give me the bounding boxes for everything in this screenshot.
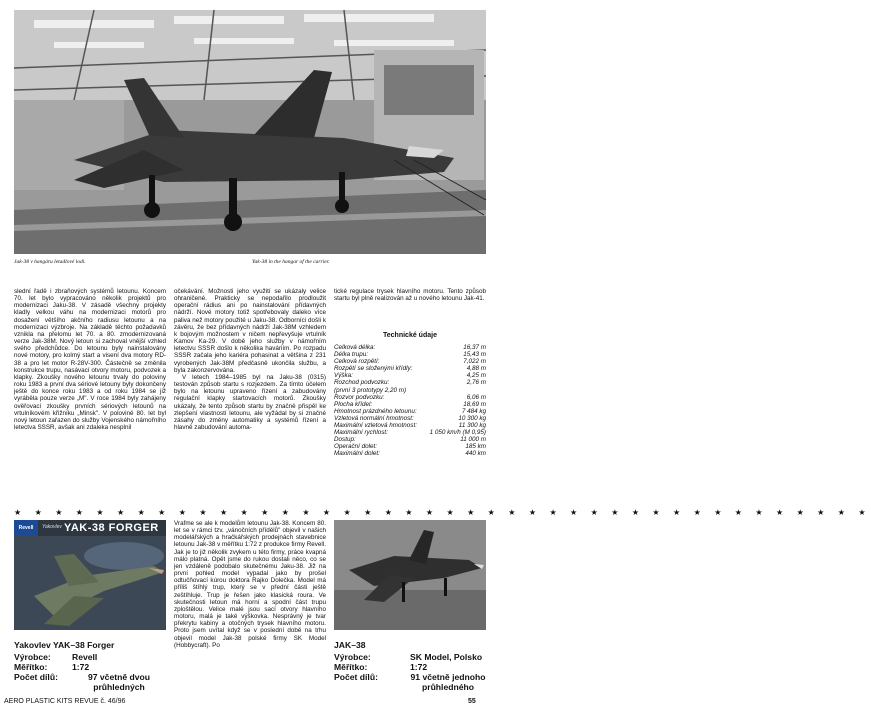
tech-spec-label: Hmotnost prázdného letounu: (334, 407, 417, 415)
kit-2-title: JAK–38 (334, 640, 366, 650)
kit-review-text: Vrafme se ale k modelům letounu Jak-38. Koncem 80. let se v rámci tzv. „vánočních přídělů" objevil v našich modelářských a hračkářských prodejnách stavebnice letounu Jak-38 v měřítku 1:72 z produkce firmy Revell. Jak je to již několik zvykem u této firmy, práce kvapná málo platná. Opět jsme do rukou dostali něco, co se jen vzdáleně podobalo skutečnému Jaku-38. Již na první pohled model vypadal jako by prošel odtučňovací kúrou doktora Rajko Dolečka. Model má příliš štíhlý trup, který se v přední části ještě zeštíhluje. Trup je řešen jako klasická roura. Ve skutečnosti letoun má horní a spodní část trupu zploštělou. Velice malé jsou sací otvory hlavního motoru, malá je také výškovka. Nesprávný je tvar překrytu kabiny a otočných trysek hlavního motoru. Proto jsem uvítal když se v poslední době na trhu objevil model Jak-38 polské firmy SK Model (Hobbycraft). Po (174, 520, 326, 649)
tech-spec-label: Plocha křídel: (334, 400, 373, 408)
tech-spec-row (334, 379, 486, 386)
tech-spec-value: 16,37 m (463, 344, 486, 351)
kit-2-row (334, 652, 486, 662)
tech-spec-value: 10 300 kg (458, 414, 486, 422)
article-paragraph: tické regulace trysek hlavního motoru. Tento způsob startu byl plně realizován až u nového letounu Jak-41. (334, 288, 486, 303)
tech-specs (334, 332, 486, 458)
tech-spec-row (334, 344, 486, 351)
tech-spec-value: 4,88 m (466, 365, 486, 373)
kit-2-value: 1:72 (410, 662, 428, 672)
kit-1-row (14, 652, 166, 662)
tech-specs-title: Technické údaje (383, 332, 437, 339)
kit-review (174, 520, 326, 649)
tech-spec-label: Rozpětí se složenými křídly: (334, 365, 413, 373)
tech-spec-value: 6,06 m (466, 393, 486, 401)
article-paragraph: V letech 1984–1985 byl na Jaku-38 (0315) testován způsob startu s rozjezdem. Za tímto účelem bylo na letounu upraveno řízení a zabudovány regulační klapky startovacích motorů. Zkoušky ukázaly, že tento způsob startu by značně přispěl ke zlepšení vlastností letounu, ale vyžádal by si značné zásahy do změny automatiky a systémů řízení a hlavně zabudování automa- (174, 373, 326, 431)
tech-spec-row (334, 401, 486, 408)
box-art-title: YAK-38 FORGER (64, 522, 159, 534)
kit-2-value: SK Model, Polsko (410, 652, 483, 662)
sk-model-aircraft-image (334, 520, 486, 630)
tech-spec-row (334, 351, 486, 358)
kit-2-row (334, 672, 486, 692)
tech-spec-label: (první 3 prototypy 2,20 m) (334, 386, 407, 394)
kit-1-info (14, 640, 166, 692)
tech-spec-label: Dostup: (334, 436, 356, 444)
tech-spec-label: Rozchod podvozku: (334, 379, 390, 387)
box-art-aircraft-image (14, 536, 166, 630)
tech-spec-value: 7 484 kg (461, 407, 486, 415)
tech-spec-label: Maximální dolet: (334, 450, 380, 458)
tech-spec-row (334, 408, 486, 415)
kit-2-label: Výrobce: (334, 652, 371, 662)
tech-spec-value: 4,25 m (466, 372, 486, 380)
tech-specs-list (334, 344, 486, 458)
tech-spec-label: Výška: (334, 372, 353, 380)
tech-spec-row (334, 358, 486, 365)
tech-spec-value: 1 050 km/h (M 0,95) (429, 429, 486, 437)
page-number: 55 (468, 698, 476, 705)
hangar-photo (14, 10, 486, 254)
tech-spec-row (334, 394, 486, 401)
yak38-hangar-image (14, 10, 486, 254)
kit-1-label: Počet dílů: (14, 672, 58, 682)
tech-spec-value: 7,022 m (463, 358, 486, 366)
tech-spec-value: 18,69 m (463, 400, 486, 408)
article-column-1 (14, 288, 166, 431)
article-column-2 (174, 288, 326, 431)
kit-2-label: Měřítko: (334, 662, 368, 672)
tech-spec-label: Vzletová normální hmotnost: (334, 414, 414, 422)
tech-spec-row (334, 387, 486, 394)
tech-spec-row (334, 415, 486, 422)
kit-1-label: Výrobce: (14, 652, 51, 662)
tech-spec-row (334, 365, 486, 372)
tech-spec-label: Maximální rychlost: (334, 429, 388, 437)
tech-spec-value: 185 km (465, 443, 486, 451)
article-paragraph: očekávání. Možnosti jeho využití se ukázaly velice ohraničené. Prakticky se nepodařilo prodloužit operační rádius ani po nainstalování přídavných nádrží. Nové motory totiž spotřebovaly daleko více paliva než motory použité u Jaku-38. Odborníci došli k závěru, že bez přídavných nádrží Jak-38M vzhledem k bojovým možnostem v ničem nepřevyšuje vrtulník Kamov Ka-29. V době jeho služby v námořním letectvu SSSR došlo k několika haváriím. Po rozpadu SSSR začala jeho kariéra pohasinat a většina z 231 vyrobených Jak-38M předčasně ukončila službu, a byla zakonzervována. (174, 288, 326, 374)
kit-2-row (334, 662, 486, 672)
tech-spec-value: 15,43 m (463, 351, 486, 359)
kit-2-value: 91 včetně jednoho průhledného (410, 672, 486, 692)
revell-logo: Revell (14, 520, 38, 536)
tech-spec-row (334, 443, 486, 450)
caption-cs: Jak-38 v hangáru letadlové lodi. (14, 259, 86, 265)
tech-spec-value: 11 000 m (460, 436, 486, 444)
kit-1-row (14, 672, 166, 692)
tech-spec-label: Celková rozpětí: (334, 358, 380, 366)
box-art-subtitle: Yakovlev (42, 524, 62, 530)
magazine-footer: AERO PLASTIC KITS REVUE č. 46/96 (4, 698, 126, 705)
article-column-3 (334, 288, 486, 302)
sk-model-photo (334, 520, 486, 630)
tech-spec-row (334, 422, 486, 429)
tech-spec-label: Operační dolet: (334, 443, 378, 451)
tech-spec-label: Rozvor podvozku: (334, 393, 385, 401)
star-separator: ★ ★ ★ ★ ★ ★ ★ ★ ★ ★ ★ ★ ★ ★ ★ ★ ★ ★ ★ ★ ★ ★ ★ ★ ★ ★ ★ ★ ★ ★ ★ ★ ★ ★ ★ ★ ★ ★ ★ ★ ★ ★ (14, 508, 871, 517)
tech-spec-value: 11 300 kg (458, 422, 486, 430)
kit-2-label: Počet dílů: (334, 672, 378, 682)
kit-1-row (14, 662, 166, 672)
kit-1-value: 97 včetně dvou průhledných (87, 672, 151, 692)
tech-spec-label: Délka trupu: (334, 351, 368, 359)
tech-spec-row (334, 450, 486, 457)
article-paragraph: slední řadě i zbraňových systémů letounu. Koncem 70. let bylo vypracováno několik projektů pro modernizaci Jaku-38. V zásadě všechny projekty kladly velkou váhu na modernizaci motorů pro dosažení většího akčního radiusu letounu a na modernizaci výzbroje. Na základě těchto požadavků vznikla na přelomu let 70. a 80. zmodernizovaná verze Jak-38M. Nový letoun si zachoval vnější vzhled svého předchůdce. Do letounu byly nainstalovány nové motory, pro kolmý start a visení dva motory RD-38 a pro let motor R-28V-300. Částečně se změnila konstrukce trupu, nasávací otvory motoru, podvozek a klapky. Zkoušky nového letounu trvaly do poloviny roku 1983 a první dva sériové letouny byly dokončeny ještě do konce roku 1983 a od roku 1984 se již vyráběla pouze verze „M". V roce 1984 byly zahájeny ověřovací zkoušky prvních sériových letounů na vrtulníkovém křižníku „Minsk". V polovině 80. let byl nový letoun zařazen do služby Vojenského námořního letectva SSSR, avšak ani zdaleka nesplnil (14, 288, 166, 431)
revell-box-art (14, 520, 166, 630)
kit-1-value: Revell (72, 652, 98, 662)
tech-spec-value: 2,76 m (466, 379, 486, 387)
caption-en: Yak-38 in the hangar of the carrier. (252, 259, 330, 265)
kit-2-info (334, 640, 486, 692)
tech-spec-value: 440 km (465, 450, 486, 458)
tech-spec-row (334, 429, 486, 436)
kit-1-label: Měřítko: (14, 662, 48, 672)
tech-spec-row (334, 436, 486, 443)
tech-spec-row (334, 372, 486, 379)
tech-spec-label: Maximální vzletová hmotnost: (334, 422, 417, 430)
tech-spec-label: Celková délka: (334, 344, 376, 351)
kit-1-title: Yakovlev YAK–38 Forger (14, 640, 115, 650)
kit-1-value: 1:72 (72, 662, 90, 672)
